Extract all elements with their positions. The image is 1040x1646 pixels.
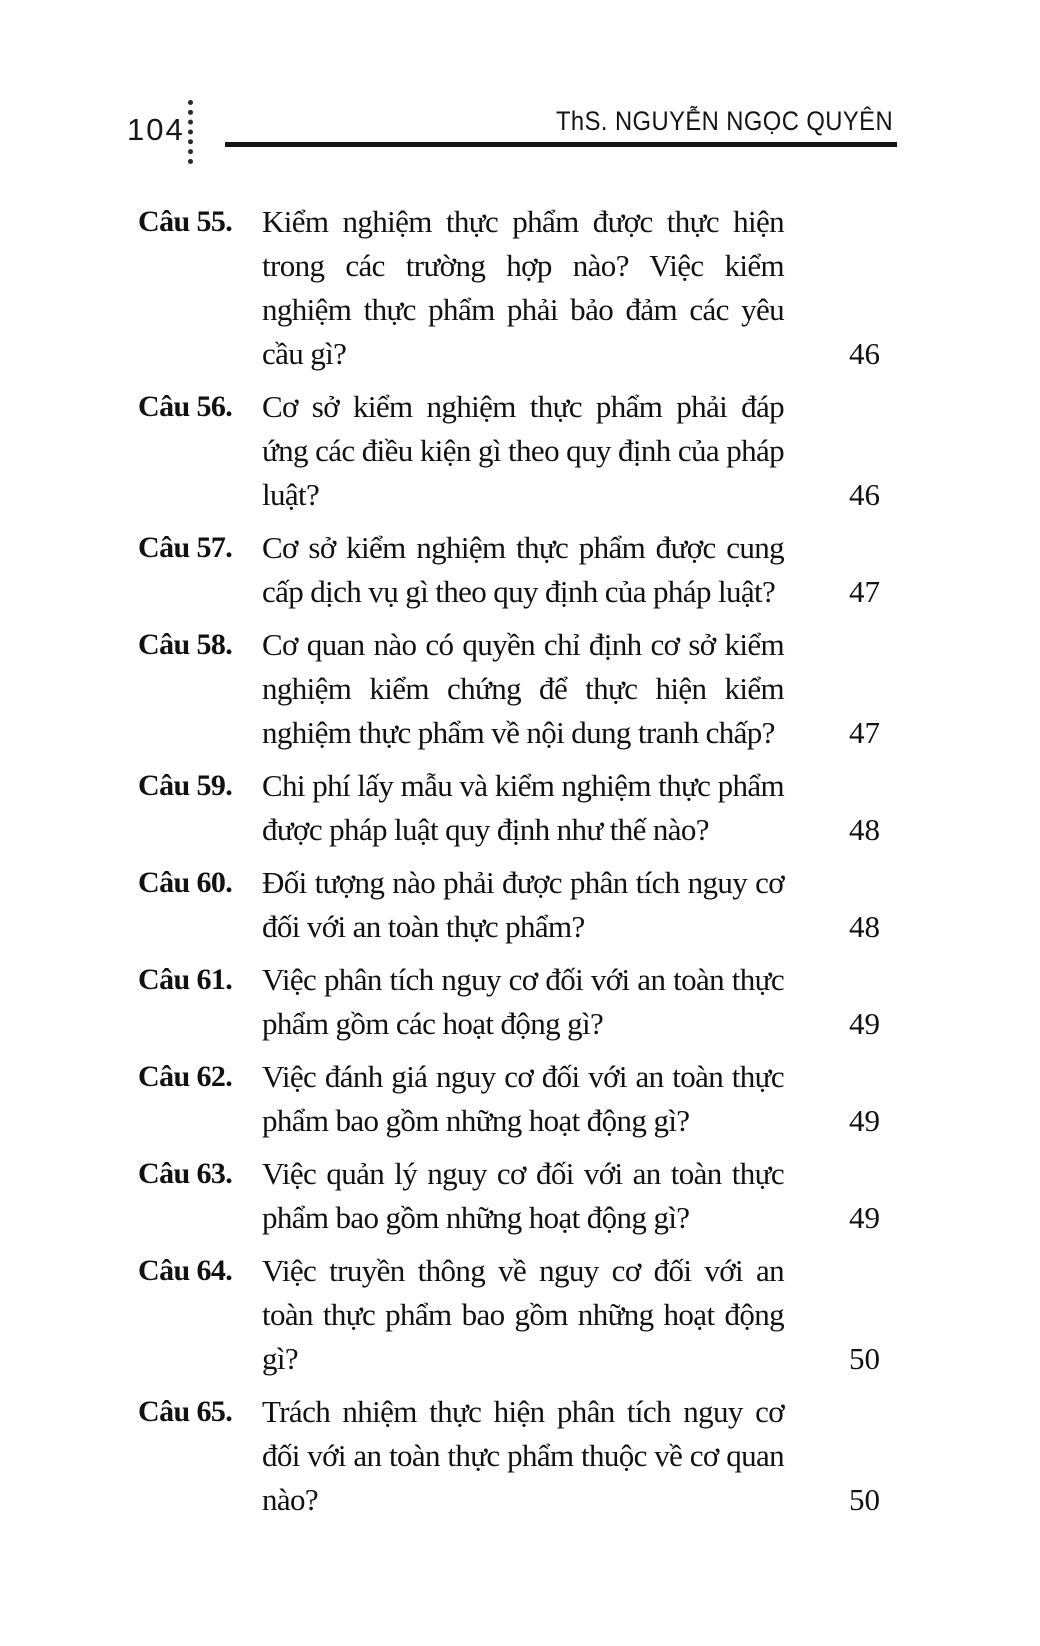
toc-entry (138, 385, 880, 517)
toc-entry-label: Câu 63. (138, 1157, 233, 1190)
table-of-contents (138, 200, 880, 1531)
toc-entry (138, 1249, 880, 1381)
toc-entry-label: Câu 65. (138, 1395, 233, 1428)
toc-entry-label: Câu 60. (138, 866, 233, 899)
toc-entry-page: 49 (849, 1103, 880, 1138)
running-head-author: ThS. NGUYỄN NGỌC QUYÊN (555, 106, 893, 136)
toc-entry-label: Câu 57. (138, 531, 233, 564)
toc-entry (138, 200, 880, 376)
toc-entry (138, 1152, 880, 1240)
toc-entry-text: Chi phí lấy mẫu và kiểm nghiệm thực phẩm được pháp luật quy định như thế nào? (262, 768, 784, 847)
toc-entry (138, 764, 880, 852)
toc-entry (138, 958, 880, 1046)
toc-entry-text: Cơ sở kiểm nghiệm thực phẩm phải đáp ứng các điều kiện gì theo quy định của pháp luật? (262, 389, 784, 512)
toc-entry-label: Câu 59. (138, 769, 233, 802)
toc-entry (138, 623, 880, 755)
toc-entry-text: Việc đánh giá nguy cơ đối với an toàn thực phẩm bao gồm những hoạt động gì? (262, 1059, 784, 1138)
toc-entry-text: Cơ sở kiểm nghiệm thực phẩm được cung cấp dịch vụ gì theo quy định của pháp luật? (262, 530, 784, 609)
page-number: 104 (127, 112, 185, 147)
toc-entry-page: 49 (849, 1006, 880, 1041)
toc-entry-page: 50 (849, 1341, 880, 1376)
toc-entry-page: 48 (849, 812, 880, 847)
toc-entry-label: Câu 55. (138, 205, 233, 238)
toc-entry-label: Câu 62. (138, 1060, 233, 1093)
toc-entry-text: Việc quản lý nguy cơ đối với an toàn thực phẩm bao gồm những hoạt động gì? (262, 1156, 784, 1235)
toc-entry-page: 46 (849, 336, 880, 371)
toc-entry-page: 49 (849, 1200, 880, 1235)
toc-entry (138, 1055, 880, 1143)
toc-entry-label: Câu 64. (138, 1254, 233, 1287)
toc-entry-page: 48 (849, 909, 880, 944)
toc-entry-page: 47 (849, 574, 880, 609)
dotted-line-ornament (188, 100, 193, 164)
toc-entry-page: 47 (849, 715, 880, 750)
toc-entry-text: Việc truyền thông về nguy cơ đối với an toàn thực phẩm bao gồm những hoạt động gì? (262, 1253, 784, 1376)
toc-entry (138, 526, 880, 614)
toc-entry-page: 46 (849, 477, 880, 512)
toc-entry-label: Câu 56. (138, 390, 233, 423)
toc-entry-text: Việc phân tích nguy cơ đối với an toàn thực phẩm gồm các hoạt động gì? (262, 962, 784, 1041)
toc-entry (138, 861, 880, 949)
toc-entry-page: 50 (849, 1482, 880, 1517)
toc-entry-text: Đối tượng nào phải được phân tích nguy cơ đối với an toàn thực phẩm? (262, 865, 784, 944)
toc-entry-text: Trách nhiệm thực hiện phân tích nguy cơ đối với an toàn thực phẩm thuộc về cơ quan nào? (262, 1394, 784, 1517)
toc-entry-text: Cơ quan nào có quyền chỉ định cơ sở kiểm nghiệm kiểm chứng để thực hiện kiểm nghiệm thực phẩm về nội dung tranh chấp? (262, 627, 784, 750)
toc-entry (138, 1390, 880, 1522)
toc-entry-text: Kiểm nghiệm thực phẩm được thực hiện trong các trường hợp nào? Việc kiểm nghiệm thực phẩm phải bảo đảm các yêu cầu gì? (262, 204, 784, 371)
header-rule (225, 142, 897, 147)
toc-entry-label: Câu 61. (138, 963, 233, 996)
toc-entry-label: Câu 58. (138, 628, 233, 661)
